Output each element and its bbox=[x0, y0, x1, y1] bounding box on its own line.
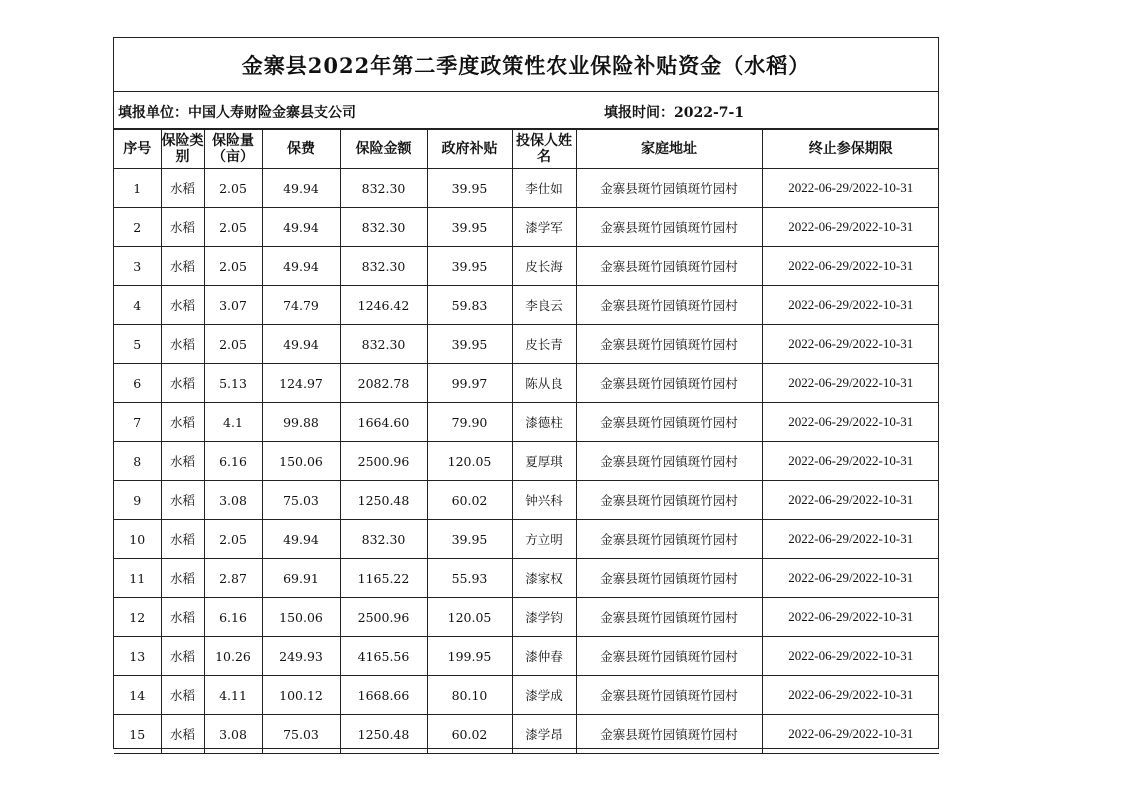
cell-subsidy: 120.05 bbox=[427, 598, 512, 637]
cell-qty: 2.87 bbox=[204, 559, 262, 598]
cell-type: 水稻 bbox=[161, 715, 204, 754]
fill-info-row bbox=[114, 92, 938, 129]
cell-qty: 6.16 bbox=[204, 598, 262, 637]
table-row bbox=[114, 520, 939, 559]
cell-subsidy: 60.02 bbox=[427, 481, 512, 520]
table-row bbox=[114, 676, 939, 715]
cell-qty: 3.08 bbox=[204, 481, 262, 520]
cell-premium: 249.93 bbox=[262, 637, 340, 676]
header-subsidy: 政府补贴 bbox=[427, 130, 512, 169]
cell-address: 金寨县斑竹园镇斑竹园村 bbox=[576, 598, 762, 637]
cell-no: 12 bbox=[114, 598, 161, 637]
insurance-sheet bbox=[113, 37, 939, 749]
cell-premium: 49.94 bbox=[262, 208, 340, 247]
cell-name: 漆学军 bbox=[512, 208, 576, 247]
cell-name: 漆德柱 bbox=[512, 403, 576, 442]
cell-subsidy: 39.95 bbox=[427, 520, 512, 559]
cell-qty: 2.05 bbox=[204, 247, 262, 286]
table-row bbox=[114, 286, 939, 325]
cell-type: 水稻 bbox=[161, 208, 204, 247]
cell-subsidy: 39.95 bbox=[427, 325, 512, 364]
cell-period: 2022-06-29/2022-10-31 bbox=[762, 325, 939, 364]
cell-premium: 75.03 bbox=[262, 481, 340, 520]
cell-type: 水稻 bbox=[161, 403, 204, 442]
cell-no: 10 bbox=[114, 520, 161, 559]
cell-amount: 2500.96 bbox=[340, 598, 427, 637]
cell-address: 金寨县斑竹园镇斑竹园村 bbox=[576, 442, 762, 481]
cell-qty: 2.05 bbox=[204, 325, 262, 364]
cell-type: 水稻 bbox=[161, 676, 204, 715]
cell-address: 金寨县斑竹园镇斑竹园村 bbox=[576, 286, 762, 325]
table-row bbox=[114, 637, 939, 676]
cell-address: 金寨县斑竹园镇斑竹园村 bbox=[576, 715, 762, 754]
cell-type: 水稻 bbox=[161, 247, 204, 286]
cell-period: 2022-06-29/2022-10-31 bbox=[762, 403, 939, 442]
cell-address: 金寨县斑竹园镇斑竹园村 bbox=[576, 403, 762, 442]
cell-type: 水稻 bbox=[161, 169, 204, 208]
fill-time: 填报时间：2022-7-1 bbox=[604, 105, 745, 121]
cell-amount: 832.30 bbox=[340, 247, 427, 286]
cell-address: 金寨县斑竹园镇斑竹园村 bbox=[576, 637, 762, 676]
cell-name: 漆学昂 bbox=[512, 715, 576, 754]
cell-period: 2022-06-29/2022-10-31 bbox=[762, 247, 939, 286]
cell-premium: 49.94 bbox=[262, 247, 340, 286]
cell-name: 李良云 bbox=[512, 286, 576, 325]
cell-amount: 1664.60 bbox=[340, 403, 427, 442]
cell-no: 9 bbox=[114, 481, 161, 520]
cell-qty: 6.16 bbox=[204, 442, 262, 481]
cell-no: 4 bbox=[114, 286, 161, 325]
cell-subsidy: 39.95 bbox=[427, 169, 512, 208]
cell-amount: 1250.48 bbox=[340, 715, 427, 754]
cell-name: 钟兴科 bbox=[512, 481, 576, 520]
cell-subsidy: 99.97 bbox=[427, 364, 512, 403]
cell-premium: 100.12 bbox=[262, 676, 340, 715]
cell-qty: 2.05 bbox=[204, 169, 262, 208]
cell-period: 2022-06-29/2022-10-31 bbox=[762, 520, 939, 559]
cell-no: 13 bbox=[114, 637, 161, 676]
cell-subsidy: 199.95 bbox=[427, 637, 512, 676]
cell-type: 水稻 bbox=[161, 559, 204, 598]
cell-qty: 4.11 bbox=[204, 676, 262, 715]
cell-name: 方立明 bbox=[512, 520, 576, 559]
cell-period: 2022-06-29/2022-10-31 bbox=[762, 559, 939, 598]
cell-qty: 10.26 bbox=[204, 637, 262, 676]
cell-no: 2 bbox=[114, 208, 161, 247]
cell-subsidy: 60.02 bbox=[427, 715, 512, 754]
cell-type: 水稻 bbox=[161, 364, 204, 403]
page-title: 金寨县2022年第二季度政策性农业保险补贴资金（水稻） bbox=[114, 38, 938, 92]
cell-name: 李仕如 bbox=[512, 169, 576, 208]
header-qty: 保险量（亩） bbox=[204, 130, 262, 169]
cell-address: 金寨县斑竹园镇斑竹园村 bbox=[576, 325, 762, 364]
header-name: 投保人姓名 bbox=[512, 130, 576, 169]
header-premium: 保费 bbox=[262, 130, 340, 169]
cell-address: 金寨县斑竹园镇斑竹园村 bbox=[576, 364, 762, 403]
cell-no: 3 bbox=[114, 247, 161, 286]
cell-amount: 1246.42 bbox=[340, 286, 427, 325]
cell-type: 水稻 bbox=[161, 637, 204, 676]
cell-amount: 832.30 bbox=[340, 520, 427, 559]
cell-period: 2022-06-29/2022-10-31 bbox=[762, 481, 939, 520]
cell-premium: 49.94 bbox=[262, 520, 340, 559]
cell-amount: 2082.78 bbox=[340, 364, 427, 403]
cell-type: 水稻 bbox=[161, 520, 204, 559]
cell-type: 水稻 bbox=[161, 598, 204, 637]
cell-qty: 3.07 bbox=[204, 286, 262, 325]
table-row bbox=[114, 598, 939, 637]
cell-name: 漆仲春 bbox=[512, 637, 576, 676]
cell-qty: 2.05 bbox=[204, 208, 262, 247]
cell-period: 2022-06-29/2022-10-31 bbox=[762, 598, 939, 637]
table-row bbox=[114, 325, 939, 364]
cell-type: 水稻 bbox=[161, 325, 204, 364]
header-no: 序号 bbox=[114, 130, 161, 169]
cell-name: 漆学成 bbox=[512, 676, 576, 715]
cell-no: 8 bbox=[114, 442, 161, 481]
cell-premium: 75.03 bbox=[262, 715, 340, 754]
cell-premium: 69.91 bbox=[262, 559, 340, 598]
cell-type: 水稻 bbox=[161, 442, 204, 481]
cell-period: 2022-06-29/2022-10-31 bbox=[762, 715, 939, 754]
cell-no: 5 bbox=[114, 325, 161, 364]
cell-address: 金寨县斑竹园镇斑竹园村 bbox=[576, 676, 762, 715]
cell-premium: 99.88 bbox=[262, 403, 340, 442]
table-row bbox=[114, 559, 939, 598]
cell-amount: 1668.66 bbox=[340, 676, 427, 715]
cell-name: 陈从良 bbox=[512, 364, 576, 403]
cell-premium: 124.97 bbox=[262, 364, 340, 403]
table-row bbox=[114, 208, 939, 247]
cell-qty: 5.13 bbox=[204, 364, 262, 403]
table-body bbox=[114, 169, 939, 754]
cell-name: 漆学钧 bbox=[512, 598, 576, 637]
cell-premium: 74.79 bbox=[262, 286, 340, 325]
cell-period: 2022-06-29/2022-10-31 bbox=[762, 208, 939, 247]
fill-unit: 填报单位：中国人寿财险金寨县支公司 bbox=[118, 105, 356, 121]
cell-qty: 4.1 bbox=[204, 403, 262, 442]
cell-amount: 832.30 bbox=[340, 169, 427, 208]
cell-no: 11 bbox=[114, 559, 161, 598]
data-table bbox=[114, 129, 939, 754]
cell-premium: 49.94 bbox=[262, 325, 340, 364]
cell-name: 夏厚琪 bbox=[512, 442, 576, 481]
cell-period: 2022-06-29/2022-10-31 bbox=[762, 442, 939, 481]
cell-no: 1 bbox=[114, 169, 161, 208]
cell-subsidy: 59.83 bbox=[427, 286, 512, 325]
cell-no: 14 bbox=[114, 676, 161, 715]
cell-no: 15 bbox=[114, 715, 161, 754]
cell-type: 水稻 bbox=[161, 481, 204, 520]
cell-address: 金寨县斑竹园镇斑竹园村 bbox=[576, 559, 762, 598]
cell-name: 皮长青 bbox=[512, 325, 576, 364]
cell-subsidy: 120.05 bbox=[427, 442, 512, 481]
cell-qty: 2.05 bbox=[204, 520, 262, 559]
header-type: 保险类别 bbox=[161, 130, 204, 169]
table-row bbox=[114, 442, 939, 481]
cell-amount: 1165.22 bbox=[340, 559, 427, 598]
table-row bbox=[114, 715, 939, 754]
cell-premium: 150.06 bbox=[262, 598, 340, 637]
cell-name: 漆家权 bbox=[512, 559, 576, 598]
cell-period: 2022-06-29/2022-10-31 bbox=[762, 169, 939, 208]
cell-amount: 4165.56 bbox=[340, 637, 427, 676]
header-address: 家庭地址 bbox=[576, 130, 762, 169]
cell-name: 皮长海 bbox=[512, 247, 576, 286]
cell-amount: 1250.48 bbox=[340, 481, 427, 520]
header-amount: 保险金额 bbox=[340, 130, 427, 169]
table-row bbox=[114, 364, 939, 403]
cell-subsidy: 79.90 bbox=[427, 403, 512, 442]
cell-period: 2022-06-29/2022-10-31 bbox=[762, 676, 939, 715]
header-row bbox=[114, 130, 939, 169]
table-row bbox=[114, 403, 939, 442]
header-period: 终止参保期限 bbox=[762, 130, 939, 169]
cell-premium: 49.94 bbox=[262, 169, 340, 208]
cell-subsidy: 80.10 bbox=[427, 676, 512, 715]
table-row bbox=[114, 481, 939, 520]
table-row bbox=[114, 247, 939, 286]
cell-amount: 2500.96 bbox=[340, 442, 427, 481]
cell-premium: 150.06 bbox=[262, 442, 340, 481]
cell-no: 6 bbox=[114, 364, 161, 403]
cell-address: 金寨县斑竹园镇斑竹园村 bbox=[576, 520, 762, 559]
table-row bbox=[114, 169, 939, 208]
cell-period: 2022-06-29/2022-10-31 bbox=[762, 637, 939, 676]
cell-type: 水稻 bbox=[161, 286, 204, 325]
cell-amount: 832.30 bbox=[340, 325, 427, 364]
cell-no: 7 bbox=[114, 403, 161, 442]
cell-period: 2022-06-29/2022-10-31 bbox=[762, 286, 939, 325]
cell-address: 金寨县斑竹园镇斑竹园村 bbox=[576, 247, 762, 286]
cell-address: 金寨县斑竹园镇斑竹园村 bbox=[576, 169, 762, 208]
cell-amount: 832.30 bbox=[340, 208, 427, 247]
cell-period: 2022-06-29/2022-10-31 bbox=[762, 364, 939, 403]
cell-subsidy: 39.95 bbox=[427, 247, 512, 286]
cell-qty: 3.08 bbox=[204, 715, 262, 754]
cell-address: 金寨县斑竹园镇斑竹园村 bbox=[576, 481, 762, 520]
cell-subsidy: 55.93 bbox=[427, 559, 512, 598]
cell-subsidy: 39.95 bbox=[427, 208, 512, 247]
cell-address: 金寨县斑竹园镇斑竹园村 bbox=[576, 208, 762, 247]
